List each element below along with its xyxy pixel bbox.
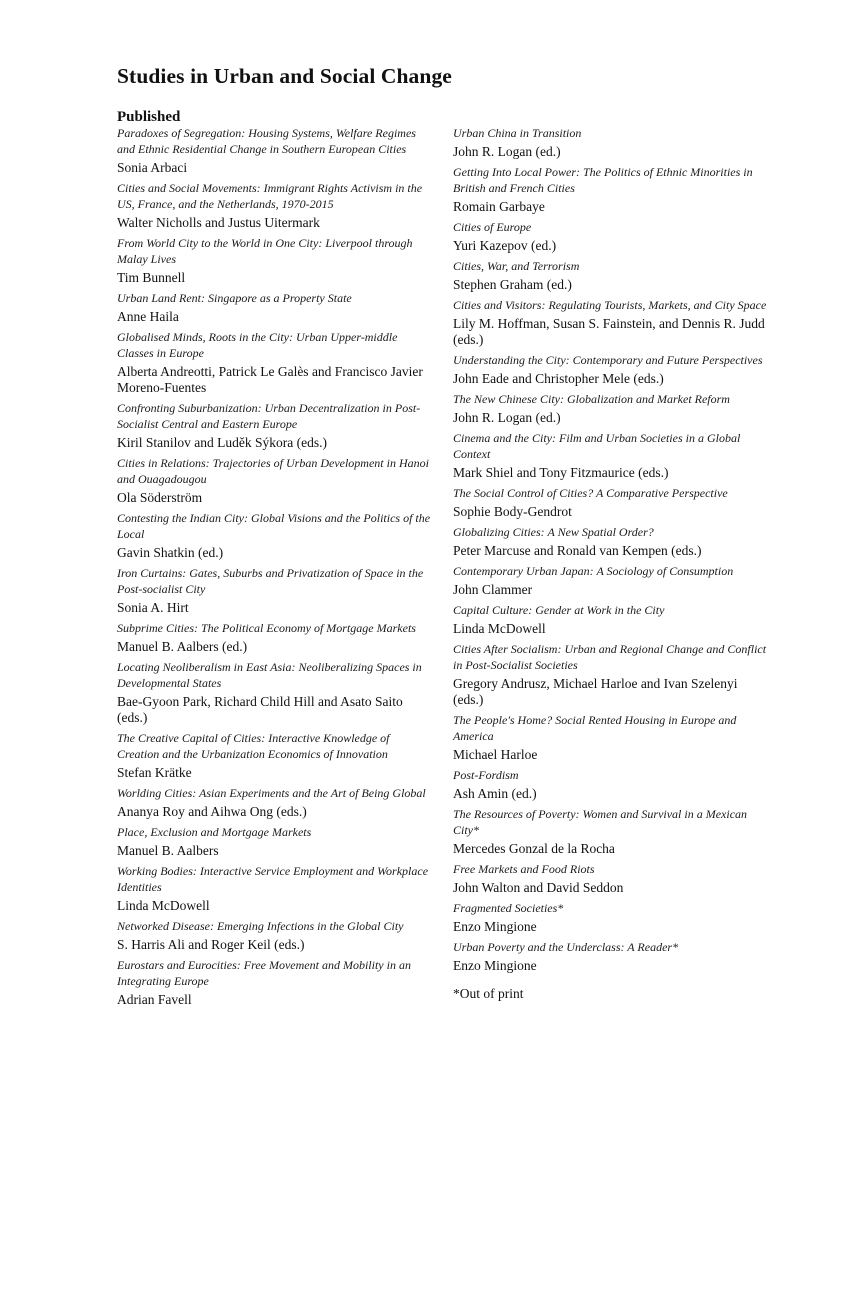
book-entry [453,939,771,974]
book-entry [453,258,771,293]
book-title: Subprime Cities: The Political Economy of Mortgage Markets [117,621,416,635]
book-title: Cinema and the City: Film and Urban Societies in a Global Context [453,431,741,461]
book-entry [453,219,771,254]
book-title: Networked Disease: Emerging Infections in the Global City [117,919,404,933]
book-author: Bae-Gyoon Park, Richard Child Hill and Asato Saito (eds.) [117,694,403,725]
book-title: Working Bodies: Interactive Service Employment and Workplace Identities [117,864,429,894]
book-author: Mercedes Gonzal de la Rocha [453,841,615,856]
book-author: Linda McDowell [117,898,210,913]
book-entry [117,659,432,726]
book-author: Kiril Stanilov and Luděk Sýkora (eds.) [117,435,327,450]
book-title: Fragmented Societies* [453,901,564,915]
book-entry [453,524,771,559]
book-title: Urban Land Rent: Singapore as a Property State [117,291,352,305]
book-entry [117,329,432,396]
book-author: Tim Bunnell [117,270,186,285]
book-author: Alberta Andreotti, Patrick Le Galès and Francisco Javier Moreno-Fuentes [117,364,423,395]
series-title: Studies in Urban and Social Change [117,64,452,88]
book-entry [117,510,432,561]
book-entry [117,785,432,820]
book-author: Anne Haila [117,309,179,324]
book-entry [117,620,432,655]
book-author: Ola Söderström [117,490,203,505]
book-author: Ash Amin (ed.) [453,786,537,801]
right-column [453,125,771,1002]
book-entry [453,861,771,896]
book-entry [117,863,432,914]
book-author: Gregory Andrusz, Michael Harloe and Ivan Szelenyi (eds.) [453,676,738,707]
book-title: From World City to the World in One City: Liverpool through Malay Lives [117,236,413,266]
left-column [117,125,432,1012]
book-title: Globalizing Cities: A New Spatial Order? [453,525,654,539]
book-entry [117,918,432,953]
book-entry [453,485,771,520]
book-author: Ananya Roy and Aihwa Ong (eds.) [117,804,307,819]
book-entry [453,297,771,348]
book-title: Worlding Cities: Asian Experiments and the Art of Being Global [117,786,426,800]
book-title: Free Markets and Food Riots [453,862,595,876]
book-title: The Social Control of Cities? A Comparative Perspective [453,486,728,500]
book-author: Stephen Graham (ed.) [453,277,572,292]
book-title: Cities and Social Movements: Immigrant Rights Activism in the US, France, and the Netherlands, 1970-2015 [117,181,423,211]
book-title: Eurostars and Eurocities: Free Movement and Mobility in an Integrating Europe [117,958,411,988]
book-entry [453,125,771,160]
book-entry [117,290,432,325]
book-title: The New Chinese City: Globalization and Market Reform [453,392,730,406]
book-author: Gavin Shatkin (ed.) [117,545,224,560]
book-entry [453,430,771,481]
book-title: Capital Culture: Gender at Work in the City [453,603,665,617]
book-entry [117,730,432,781]
book-entry [117,125,432,176]
out-of-print-note: *Out of print [453,986,524,1001]
book-entry [117,565,432,616]
book-entry [453,602,771,637]
book-author: Enzo Mingione [453,958,537,973]
book-author: Sophie Body-Gendrot [453,504,572,519]
book-author: Mark Shiel and Tony Fitzmaurice (eds.) [453,465,669,480]
book-entry [453,767,771,802]
book-title: Cities After Socialism: Urban and Regional Change and Conflict in Post-Socialist Societies [453,642,767,672]
book-title: Urban China in Transition [453,126,582,140]
book-author: Michael Harloe [453,747,538,762]
book-title: The Resources of Poverty: Women and Survival in a Mexican City* [453,807,748,837]
book-title: The Creative Capital of Cities: Interactive Knowledge of Creation and the Urbanization Economics of Innovation [117,731,390,761]
book-entry [453,352,771,387]
book-title: Locating Neoliberalism in East Asia: Neoliberalizing Spaces in Developmental States [117,660,422,690]
book-author: Romain Garbaye [453,199,545,214]
book-entry [453,563,771,598]
book-author: John Eade and Christopher Mele (eds.) [453,371,664,386]
book-title: Contemporary Urban Japan: A Sociology of Consumption [453,564,734,578]
book-title: Cities of Europe [453,220,532,234]
book-entry [453,712,771,763]
book-author: Yuri Kazepov (ed.) [453,238,557,253]
book-title: Confronting Suburbanization: Urban Decentralization in Post-Socialist Central and Eastern Europe [117,401,421,431]
book-entry [117,400,432,451]
book-title: Getting Into Local Power: The Politics of Ethnic Minorities in British and French Cities [453,165,753,195]
book-title: Urban Poverty and the Underclass: A Reader* [453,940,679,954]
book-author: John R. Logan (ed.) [453,410,561,425]
book-title: Place, Exclusion and Mortgage Markets [117,825,312,839]
book-title: Paradoxes of Segregation: Housing Systems, Welfare Regimes and Ethnic Residential Change in Southern European Cities [117,126,416,156]
book-entry [117,235,432,286]
book-author: Peter Marcuse and Ronald van Kempen (eds.) [453,543,702,558]
book-title: The People's Home? Social Rented Housing in Europe and America [453,713,737,743]
book-entry [117,957,432,1008]
book-author: Adrian Favell [117,992,192,1007]
book-title: Understanding the City: Contemporary and Future Perspectives [453,353,763,367]
book-title: Iron Curtains: Gates, Suburbs and Privatization of Space in the Post-socialist City [117,566,424,596]
section-heading: Published [117,109,181,125]
book-author: John R. Logan (ed.) [453,144,561,159]
book-entry [117,824,432,859]
right-column-entries [453,125,771,974]
book-title: Globalised Minds, Roots in the City: Urban Upper-middle Classes in Europe [117,330,398,360]
book-entry [117,455,432,506]
book-author: John Walton and David Seddon [453,880,624,895]
book-author: Manuel B. Aalbers [117,843,219,858]
book-title: Contesting the Indian City: Global Visions and the Politics of the Local [117,511,431,541]
book-author: Walter Nicholls and Justus Uitermark [117,215,320,230]
book-author: Stefan Krätke [117,765,192,780]
book-entry [453,900,771,935]
book-entry [453,641,771,708]
book-entry [453,806,771,857]
book-author: Linda McDowell [453,621,546,636]
book-entry [117,180,432,231]
book-author: Manuel B. Aalbers (ed.) [117,639,248,654]
book-title: Cities, War, and Terrorism [453,259,580,273]
book-entry [453,391,771,426]
book-author: S. Harris Ali and Roger Keil (eds.) [117,937,305,952]
book-title: Post-Fordism [453,768,519,782]
book-author: Enzo Mingione [453,919,537,934]
book-title: Cities in Relations: Trajectories of Urban Development in Hanoi and Ouagadougou [117,456,429,486]
book-author: John Clammer [453,582,533,597]
book-author: Lily M. Hoffman, Susan S. Fainstein, and Dennis R. Judd (eds.) [453,316,765,347]
book-title: Cities and Visitors: Regulating Tourists, Markets, and City Space [453,298,767,312]
book-author: Sonia A. Hirt [117,600,189,615]
book-author: Sonia Arbaci [117,160,188,175]
book-entry [453,164,771,215]
